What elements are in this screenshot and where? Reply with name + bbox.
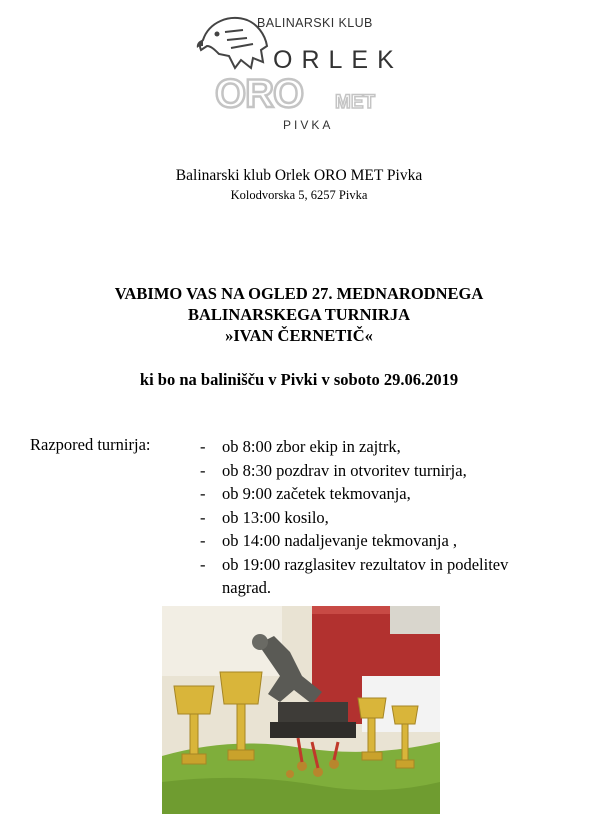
- list-item-text: ob 9:00 začetek tekmovanja,: [222, 484, 411, 503]
- list-item: [200, 459, 562, 483]
- logo-sub-word-2: MET: [335, 92, 376, 113]
- list-bullet: -: [200, 460, 206, 480]
- club-address-line: Kolodvorska 5, 6257 Pivka: [230, 188, 368, 202]
- trophies-illustration: [162, 606, 440, 814]
- list-item-text: ob 13:00 kosilo,: [222, 507, 329, 527]
- logo-main-word: ORLEK: [273, 46, 403, 74]
- list-item-text: ob 19:00 razglasitev rezultatov in podelitev nagrad.: [222, 554, 509, 597]
- list-item: [200, 435, 562, 459]
- headline-line-2: BALINARSKEGA TURNIRJA: [187, 305, 411, 324]
- list-bullet: -: [200, 554, 206, 574]
- list-item-text: ob 14:00 nadaljevanje tekmovanja ,: [222, 531, 458, 550]
- headline-line-1: VABIMO VAS NA OGLED 27. MEDNARODNEGA: [114, 284, 484, 303]
- headline-line-3: »IVAN ČERNETIČ«: [225, 326, 373, 345]
- list-bullet: -: [200, 507, 206, 527]
- list-item: [200, 529, 562, 553]
- club-logo: [195, 10, 403, 135]
- schedule-list: [200, 435, 562, 600]
- list-bullet: -: [200, 531, 206, 550]
- list-item: [200, 553, 562, 600]
- venue-date-line: ki bo na balinišču v Pivki v soboto 29.06.2019: [139, 370, 459, 389]
- list-item: [200, 506, 562, 530]
- schedule-label: Razpored turnirja:: [30, 435, 151, 454]
- list-bullet: -: [200, 484, 206, 503]
- list-item: [200, 482, 562, 506]
- list-item-text: ob 8:30 pozdrav in otvoritev turnirja,: [222, 460, 467, 480]
- logo-club-label: BALINARSKI KLUB: [257, 16, 373, 30]
- list-bullet: -: [200, 437, 206, 456]
- trophies-photo: [162, 606, 440, 814]
- logo-sub-word: ORO: [215, 72, 304, 116]
- logo-town: PIVKA: [283, 118, 334, 132]
- club-name-line: Balinarski klub Orlek ORO MET Pivka: [175, 167, 423, 184]
- invitation-headline: [0, 283, 598, 346]
- list-item-text: ob 8:00 zbor ekip in zajtrk,: [222, 437, 401, 456]
